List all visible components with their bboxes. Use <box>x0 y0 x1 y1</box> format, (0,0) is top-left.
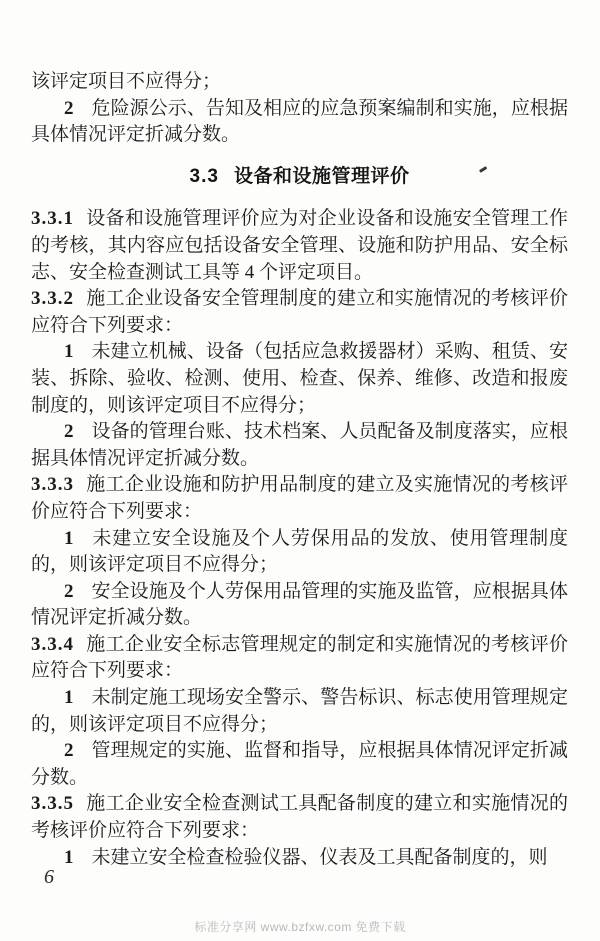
paragraph-text: 施工企业设施和防护用品制度的建立及实施情况的考核评价应符合下列要求： <box>31 474 568 522</box>
paragraph-text: 该评定项目不应得分； <box>31 71 222 92</box>
watermark-text: 标准分享网 www.bzfxw.com 免费下载 <box>194 920 406 934</box>
list-item-paragraph <box>31 845 568 872</box>
list-item-paragraph <box>31 419 568 472</box>
clause-paragraph <box>31 206 568 286</box>
page-number: 6 <box>44 866 54 888</box>
item-number: 2 <box>64 421 74 443</box>
list-item-paragraph <box>31 579 568 632</box>
clause-number: 3.3.5 <box>31 793 74 815</box>
clause-paragraph <box>31 791 568 844</box>
list-item-paragraph <box>31 96 568 149</box>
clause-number: 3.3.4 <box>31 633 74 655</box>
item-number: 1 <box>64 846 74 868</box>
continuation-paragraph <box>31 69 568 96</box>
item-number: 1 <box>64 527 74 549</box>
paragraph-text: 危险源公示、告知及相应的应急预案编制和实施，应根据具体情况评定折减分数。 <box>31 97 568 146</box>
item-number: 2 <box>64 740 74 762</box>
clause-paragraph <box>31 286 568 339</box>
item-number: 1 <box>64 687 74 709</box>
paragraph-text: 未制定施工现场安全警示、警告标识、标志使用管理规定的，则该评定项目不应得分； <box>31 687 568 735</box>
item-number: 2 <box>64 580 74 602</box>
document-body <box>31 69 568 871</box>
paragraph-text: 未建立机械、设备（包括应急救援器材）采购、租赁、安装、拆除、验收、检测、使用、检查、保养、维修、改造和报废制度的，则该评定项目不应得分； <box>31 341 568 416</box>
item-number: 2 <box>64 97 74 119</box>
paragraph-text: 未建立安全检查检验仪器、仪表及工具配备制度的，则 <box>91 846 548 868</box>
clause-paragraph <box>31 472 568 525</box>
paragraph-text: 安全设施及个人劳保用品管理的实施及监管，应根据具体情况评定折减分数。 <box>31 580 568 629</box>
list-item-paragraph <box>31 738 568 791</box>
paragraph-text: 设备的管理台账、技术档案、人员配备及制度落实，应根据具体情况评定折减分数。 <box>31 421 568 469</box>
clause-number: 3.3.3 <box>31 474 74 496</box>
paragraph-text: 施工企业安全检查测试工具配备制度的建立和实施情况的考核评价应符合下列要求： <box>31 793 568 842</box>
item-number: 1 <box>64 341 74 363</box>
heading-title: 设备和设施管理评价 <box>233 165 410 187</box>
list-item-paragraph <box>31 526 568 579</box>
paragraph-text: 设备和设施管理评价应为对企业设备和设施安全管理工作的考核，其内容应包括设备安全管理、设施和防护用品、安全标志、安全检查测试工具等 4 个评定项目。 <box>31 208 568 283</box>
list-item-paragraph <box>31 685 568 738</box>
clause-number: 3.3.2 <box>31 288 74 310</box>
clause-number: 3.3.1 <box>31 208 74 230</box>
paragraph-text: 管理规定的实施、监督和指导，应根据具体情况评定折减分数。 <box>31 740 568 788</box>
paragraph-text: 施工企业设备安全管理制度的建立和实施情况的考核评价应符合下列要求： <box>31 288 568 336</box>
paragraph-text: 施工企业安全标志管理规定的制定和实施情况的考核评价应符合下列要求： <box>31 633 568 682</box>
list-item-paragraph <box>31 339 568 419</box>
section-heading <box>31 164 568 191</box>
paragraph-text: 未建立安全设施及个人劳保用品的发放、使用管理制度的，则该评定项目不应得分； <box>31 527 568 576</box>
heading-number: 3.3 <box>189 165 219 187</box>
clause-paragraph <box>31 632 568 685</box>
